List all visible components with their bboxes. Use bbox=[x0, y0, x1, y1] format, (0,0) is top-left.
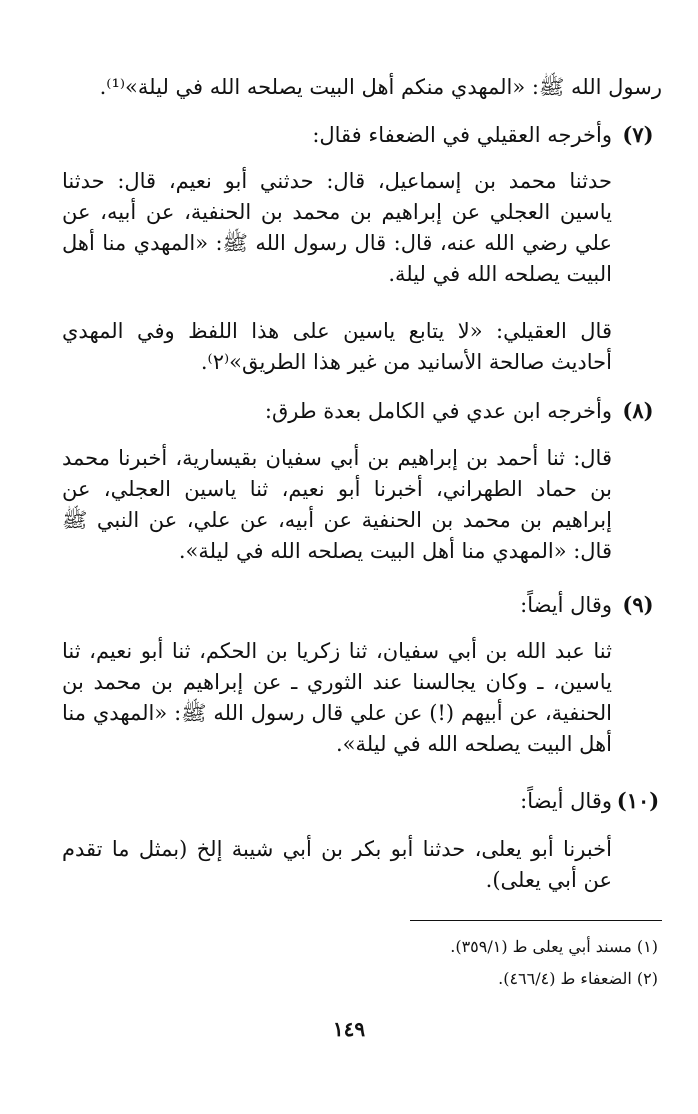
opening-line: رسول الله ﷺ: «المهدي منكم أهل البيت يصلحه الله في ليلة»⁽¹⁾. bbox=[99, 75, 662, 99]
footnote-2: (٢) الضعفاء ط (٤٦٦/٤). bbox=[498, 969, 658, 988]
second-chain-paragraph: ثنا عبد الله بن أبي سفيان، ثنا زكريا بن الحكم، ثنا أبو نعيم، ثنا ياسين، ـ وكان يجالسنا عند الثوري ـ عن إبراهيم بن محمد بن الحنفية، عن أبيهم (!) عن علي قال رسول الله ﷺ: «المهدي منا أهل البيت يصلحه الله في ليلة». bbox=[62, 639, 612, 756]
abu-yala-paragraph: أخبرنا أبو يعلى، حدثنا أبو بكر بن أبي شيبة إلخ (بمثل ما تقدم عن أبي يعلى). bbox=[62, 837, 612, 892]
item-number-9: (٩) bbox=[622, 592, 654, 617]
item-heading-8: وأخرجه ابن عدي في الكامل بعدة طرق: bbox=[264, 399, 612, 423]
item-number-10: (١٠) bbox=[616, 788, 660, 813]
item-heading-9: وقال أيضاً: bbox=[520, 593, 612, 617]
item-heading-7: وأخرجه العقيلي في الضعفاء فقال: bbox=[312, 123, 612, 147]
footnote-1: (١) مسند أبي يعلى ط (٣٥٩/١). bbox=[450, 937, 658, 956]
uqayli-comment-paragraph: قال العقيلي: «لا يتابع ياسين على هذا اللفظ وفي المهدي أحاديث صالحة الأسانيد من غير هذا الطريق»⁽٢⁾. bbox=[62, 319, 612, 374]
item-number-8: (٨) bbox=[622, 398, 654, 423]
page-number: ١٤٩ bbox=[332, 1017, 366, 1041]
footnote-divider bbox=[410, 920, 662, 921]
item-heading-10: وقال أيضاً: bbox=[520, 789, 612, 813]
item-number-7: (٧) bbox=[622, 122, 654, 147]
isnad-paragraph: حدثنا محمد بن إسماعيل، قال: حدثني أبو نعيم، قال: حدثنا ياسين العجلي عن إبراهيم بن محمد بن الحنفية، عن أبيه، عن علي رضي الله عنه، قال: قال رسول الله ﷺ: «المهدي منا أهل البيت يصلحه الله في ليلة. bbox=[62, 169, 612, 286]
ibn-adi-paragraph: قال: ثنا أحمد بن إبراهيم بن أبي سفيان بقيسارية، أخبرنا محمد بن حماد الطهراني، أخبرنا أبو نعيم، ثنا ياسين العجلي، عن إبراهيم بن محمد بن الحنفية عن أبيه، عن علي، عن النبي ﷺ قال: «المهدي منا أهل البيت يصلحه الله في ليلة». bbox=[62, 446, 612, 563]
